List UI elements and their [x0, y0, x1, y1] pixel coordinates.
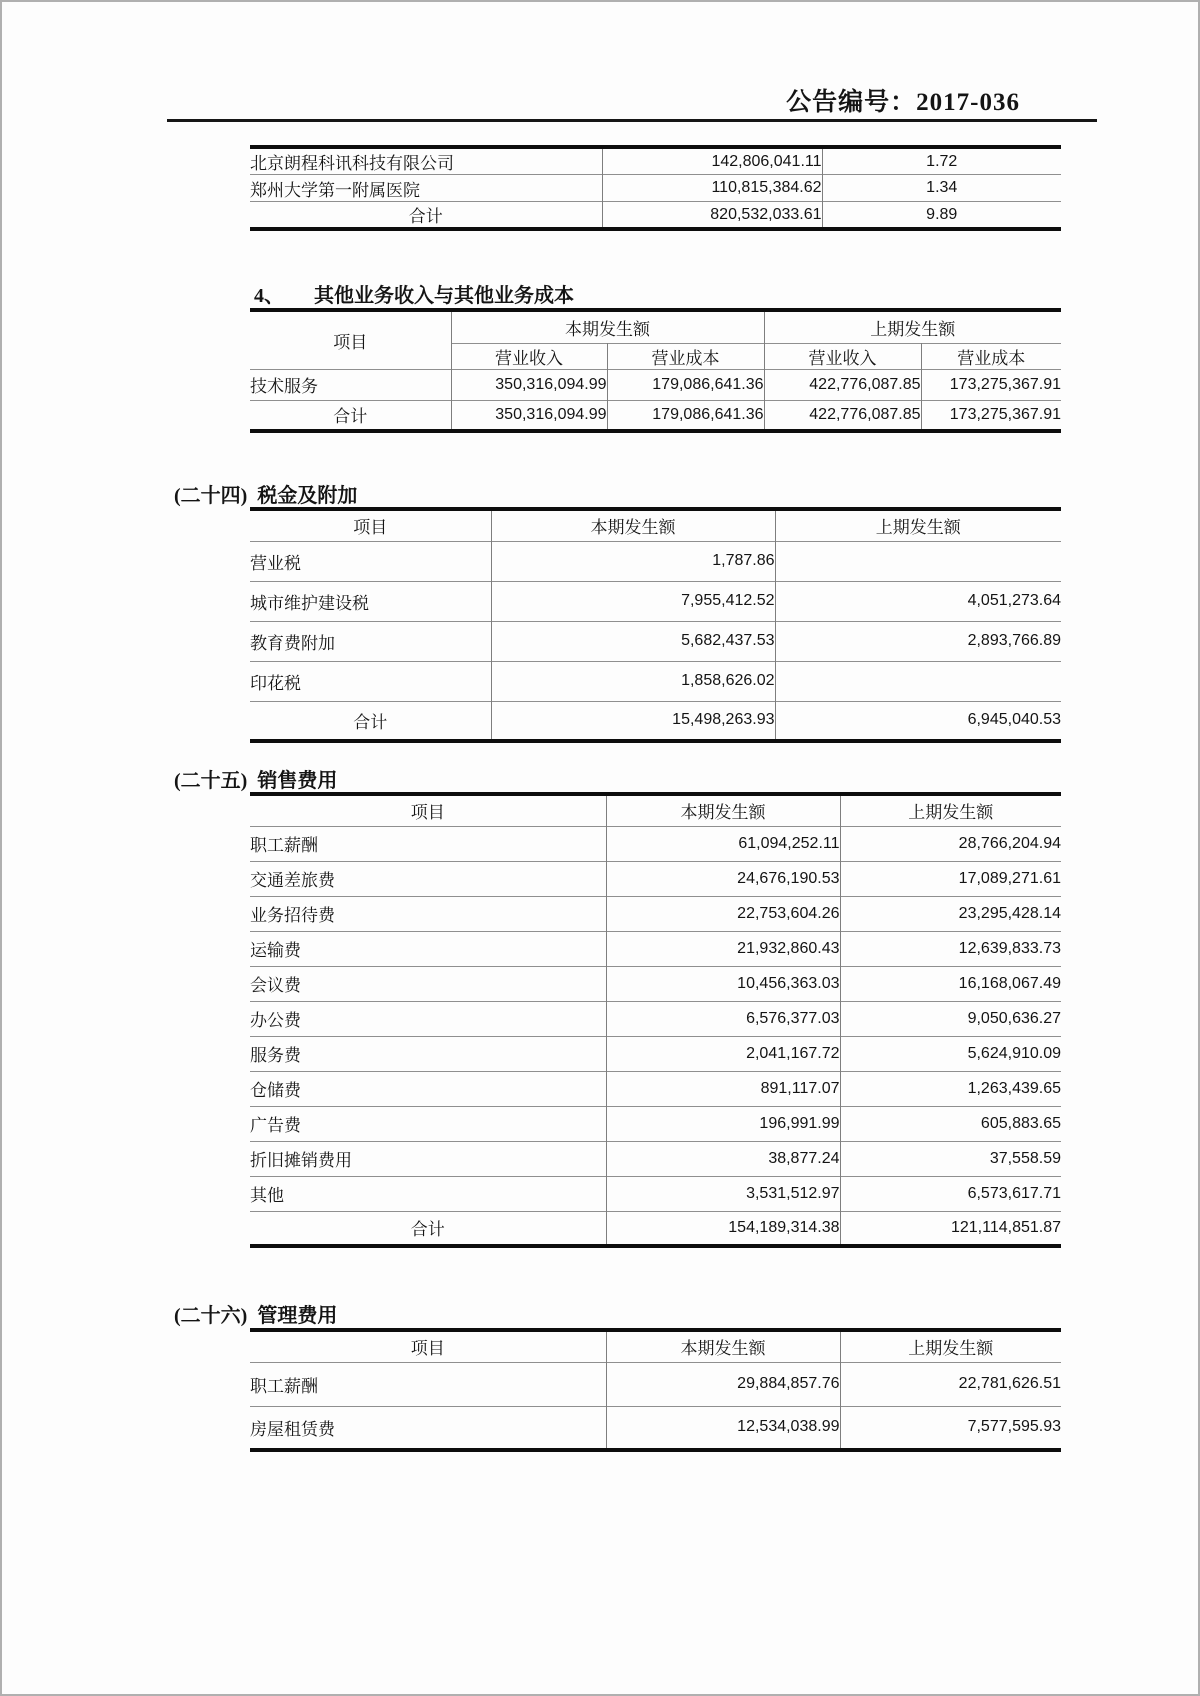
prior-amount-cell: 7,577,595.93 [840, 1406, 1061, 1450]
col-item-header: 项目 [250, 1330, 606, 1362]
prior-amount-cell [775, 661, 1061, 701]
row-label: 城市维护建设税 [250, 581, 491, 621]
current-amount-cell: 1,787.86 [491, 541, 775, 581]
table-total-row [250, 1211, 1061, 1246]
current-amount-cell: 6,576,377.03 [606, 1001, 840, 1036]
ratio-cell: 9.89 [822, 202, 1061, 230]
col-income-header: 营业收入 [451, 343, 607, 369]
row-label: 合计 [250, 400, 451, 431]
current-income-cell: 350,316,094.99 [451, 369, 607, 400]
prior-amount-cell: 6,573,617.71 [840, 1176, 1061, 1211]
section-title: 其他业务收入与其他业务成本 [314, 285, 574, 307]
col-current-header: 本期发生额 [606, 794, 840, 826]
current-amount-cell: 1,858,626.02 [491, 661, 775, 701]
table-row [250, 621, 1061, 661]
table-row [250, 966, 1061, 1001]
current-cost-cell: 179,086,641.36 [607, 369, 764, 400]
table-row [250, 1106, 1061, 1141]
prior-amount-cell: 28,766,204.94 [840, 826, 1061, 861]
row-label: 交通差旅费 [250, 861, 606, 896]
col-prior-header: 上期发生额 [870, 319, 956, 339]
section-title: 税金及附加 [257, 485, 358, 507]
ratio-cell: 1.72 [926, 152, 958, 170]
current-cost-cell: 179,086,641.36 [607, 400, 764, 431]
prior-amount-cell: 22,781,626.51 [840, 1362, 1061, 1406]
col-cost-header: 营业成本 [607, 343, 764, 369]
table-row [250, 581, 1061, 621]
table-row [250, 826, 1061, 861]
table-row [250, 1001, 1061, 1036]
col-income-header: 营业收入 [764, 343, 921, 369]
current-amount-cell: 24,676,190.53 [606, 861, 840, 896]
prior-amount-cell: 5,624,910.09 [840, 1036, 1061, 1071]
row-label: 办公费 [250, 1001, 606, 1036]
prior-amount-cell: 2,893,766.89 [775, 621, 1061, 661]
section-title: 销售费用 [257, 770, 338, 792]
section-other-business-heading [254, 279, 574, 308]
section-admin-expenses-heading [174, 1299, 337, 1328]
prior-cost-cell: 173,275,367.91 [921, 369, 1061, 400]
row-label: 运输费 [250, 931, 606, 966]
table-row [250, 175, 1061, 202]
prior-amount-cell: 12,639,833.73 [840, 931, 1061, 966]
table-row [250, 1406, 1061, 1450]
row-label: 折旧摊销费用 [250, 1141, 606, 1176]
table-row [250, 896, 1061, 931]
current-amount-cell: 3,531,512.97 [606, 1176, 840, 1211]
table-total-row [250, 400, 1061, 431]
row-label: 教育费附加 [250, 621, 491, 661]
current-amount-cell: 891,117.07 [606, 1071, 840, 1106]
row-label: 技术服务 [250, 369, 451, 400]
row-label: 广告费 [250, 1106, 606, 1141]
col-prior-header: 上期发生额 [908, 1339, 994, 1359]
table-row [250, 1141, 1061, 1176]
current-income-cell: 350,316,094.99 [451, 400, 607, 431]
row-label: 其他 [250, 1176, 606, 1211]
table-row [250, 931, 1061, 966]
prior-amount-cell: 1,263,439.65 [840, 1071, 1061, 1106]
prior-income-cell: 422,776,087.85 [764, 400, 921, 431]
row-label: 营业税 [250, 541, 491, 581]
prior-amount-cell: 6,945,040.53 [775, 701, 1061, 741]
section-selling-expenses-heading [174, 764, 337, 793]
current-amount-cell: 196,991.99 [606, 1106, 840, 1141]
prior-amount-cell: 9,050,636.27 [840, 1001, 1061, 1036]
table-header-row [250, 310, 1061, 343]
section-number: 4、 [254, 285, 284, 307]
section-number: (二十六) [174, 1305, 248, 1327]
prior-amount-cell [775, 541, 1061, 581]
col-prior-header: 上期发生额 [875, 518, 961, 538]
table-total-row [250, 202, 1061, 230]
row-label: 业务招待费 [250, 896, 606, 931]
amount-cell: 142,806,041.11 [602, 147, 822, 175]
current-amount-cell: 154,189,314.38 [606, 1211, 840, 1246]
col-current-header: 本期发生额 [491, 509, 775, 541]
table-header-row [250, 1330, 1061, 1362]
table-total-row [250, 701, 1061, 741]
prior-amount-cell: 23,295,428.14 [840, 896, 1061, 931]
current-amount-cell: 10,456,363.03 [606, 966, 840, 1001]
col-cost-header: 营业成本 [921, 343, 1061, 369]
row-label: 北京朗程科讯科技有限公司 [250, 147, 602, 175]
current-amount-cell: 15,498,263.93 [491, 701, 775, 741]
col-current-header: 本期发生额 [606, 1330, 840, 1362]
other-business-table [250, 308, 1061, 433]
row-label: 会议费 [250, 966, 606, 1001]
row-label: 合计 [250, 202, 602, 230]
amount-cell: 820,532,033.61 [602, 202, 822, 230]
prior-amount-cell: 37,558.59 [840, 1141, 1061, 1176]
table-row [250, 147, 1061, 175]
row-label: 职工薪酬 [250, 1362, 606, 1406]
table-header-row [250, 509, 1061, 541]
table-row [250, 661, 1061, 701]
col-item-header: 项目 [250, 509, 491, 541]
table-header-row [250, 794, 1061, 826]
current-amount-cell: 38,877.24 [606, 1141, 840, 1176]
row-label: 郑州大学第一附属医院 [250, 175, 602, 202]
table-row [250, 369, 1061, 400]
row-label: 合计 [250, 701, 491, 741]
row-label: 印花税 [250, 661, 491, 701]
announcement-number: 公告编号：2017-036 [786, 89, 1020, 116]
col-current-header: 本期发生额 [451, 310, 764, 343]
section-number: (二十五) [174, 770, 248, 792]
row-label: 职工薪酬 [250, 826, 606, 861]
current-amount-cell: 7,955,412.52 [491, 581, 775, 621]
section-number: (二十四) [174, 485, 248, 507]
table-row [250, 1176, 1061, 1211]
ratio-cell: 1.34 [822, 175, 1061, 202]
row-label: 仓储费 [250, 1071, 606, 1106]
col-item-header: 项目 [250, 310, 451, 369]
prior-amount-cell: 4,051,273.64 [775, 581, 1061, 621]
taxes-table [250, 507, 1061, 743]
section-title: 管理费用 [257, 1305, 338, 1327]
prior-cost-cell: 173,275,367.91 [921, 400, 1061, 431]
current-amount-cell: 61,094,252.11 [606, 826, 840, 861]
current-amount-cell: 22,753,604.26 [606, 896, 840, 931]
row-label: 合计 [250, 1211, 606, 1246]
col-prior-header: 上期发生额 [908, 803, 994, 823]
current-amount-cell: 29,884,857.76 [606, 1362, 840, 1406]
row-label: 房屋租赁费 [250, 1406, 606, 1450]
top-customers-table [250, 145, 1061, 231]
row-label: 服务费 [250, 1036, 606, 1071]
table-row [250, 1036, 1061, 1071]
table-row [250, 1362, 1061, 1406]
current-amount-cell: 2,041,167.72 [606, 1036, 840, 1071]
current-amount-cell: 21,932,860.43 [606, 931, 840, 966]
selling-expenses-table [250, 792, 1061, 1248]
amount-cell: 110,815,384.62 [602, 175, 822, 202]
col-item-header: 项目 [250, 794, 606, 826]
prior-amount-cell: 121,114,851.87 [840, 1211, 1061, 1246]
table-row [250, 541, 1061, 581]
prior-amount-cell: 16,168,067.49 [840, 966, 1061, 1001]
admin-expenses-table [250, 1328, 1061, 1452]
prior-income-cell: 422,776,087.85 [764, 369, 921, 400]
current-amount-cell: 12,534,038.99 [606, 1406, 840, 1450]
current-amount-cell: 5,682,437.53 [491, 621, 775, 661]
prior-amount-cell: 17,089,271.61 [840, 861, 1061, 896]
table-row [250, 861, 1061, 896]
header-rule [167, 119, 1097, 122]
prior-amount-cell: 605,883.65 [840, 1106, 1061, 1141]
section-taxes-heading [174, 479, 357, 508]
table-row [250, 1071, 1061, 1106]
